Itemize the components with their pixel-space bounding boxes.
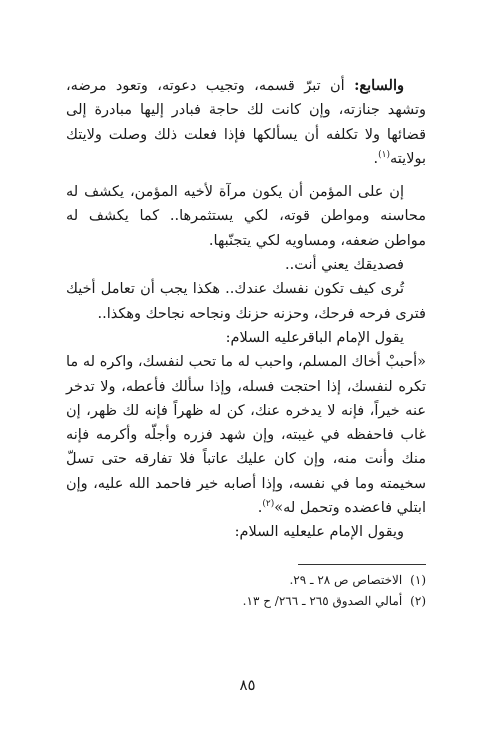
paragraph-7: ويقول الإمام عليعليه السلام: [234,524,404,541]
footnote-divider [298,564,426,565]
footnote-ref-1: (١) [378,150,391,161]
paragraph-lead-word: والسابع: [354,77,404,94]
quote-text: «أحببْ أخاك المسلم، واحبب له ما تحب لنفسك، واكره له ما تكره لنفسك، إذا احتجت فسله، وإذا سألك فأعطه، ولا تدخر عنه خيراً، فإنه لا يدخره عنك، كن له ظهراً فإنه لك ظهر، إن غاب فاحفظه في غيبته، وإن شهد فزره وأجلّه وأكرمه فإنه منك وأنت منه، وإن كان عليك عاتباً فلا تفارقه حتى تسلّ سخيمته وما في نفسه، وإذا أصابه خير فاحمد الله عليه، وإن ابتلي فاعضده وتحمل له» [66,354,426,517]
paragraph-5: يقول الإمام الباقرعليه السلام: [225,329,404,346]
paragraph-3: فصديقك يعني أنت.. [285,257,404,274]
paragraph-6-quote [66,350,426,520]
paragraph-2: إن على المؤمن أن يكون مرآة لأخيه المؤمن، يكشف له محاسنه ومواطن قوته، لكي يستثمرها.. كما يكشف له مواطن ضعفه، ومساويه لكي يتجنّبها. [66,184,426,249]
paragraph-4: تُرى كيف تكون نفسك عندك.. هكذا يجب أن تعامل أخيك فترى فرحه فرحك، وحزنه حزنك ونجاحه نجاحك وهكذا.. [66,281,426,322]
paragraph-1 [66,74,426,171]
footnote-text: الاختصاص ص ٢٨ ـ ٢٩. [289,573,403,587]
footnote-number: (١) [410,573,426,587]
paragraph-text: أن تبرّ قسمه، وتجيب دعوته، وتعود مرضه، وتشهد جنازته، وإن كانت لك حاجة فبادر إليها مبادرة إلى قضائها ولا تكلفه أن يسألكها فإذا فعلت ذلك وصلت ولايتك بولايته [66,78,426,167]
footnote-1 [66,570,426,591]
footnote-2 [66,591,426,612]
footnote-number: (٢) [410,594,426,608]
footnote-ref-2: (٢) [262,499,275,510]
paragraph-end: . [373,150,379,167]
footnotes [66,570,426,612]
footnote-text: أمالي الصدوق ٢٦٥ ـ ٢٦٦/ ح ١٣. [242,594,403,608]
page-number: ٨٥ [239,676,256,694]
quote-end: . [257,500,263,517]
main-text [66,74,426,545]
